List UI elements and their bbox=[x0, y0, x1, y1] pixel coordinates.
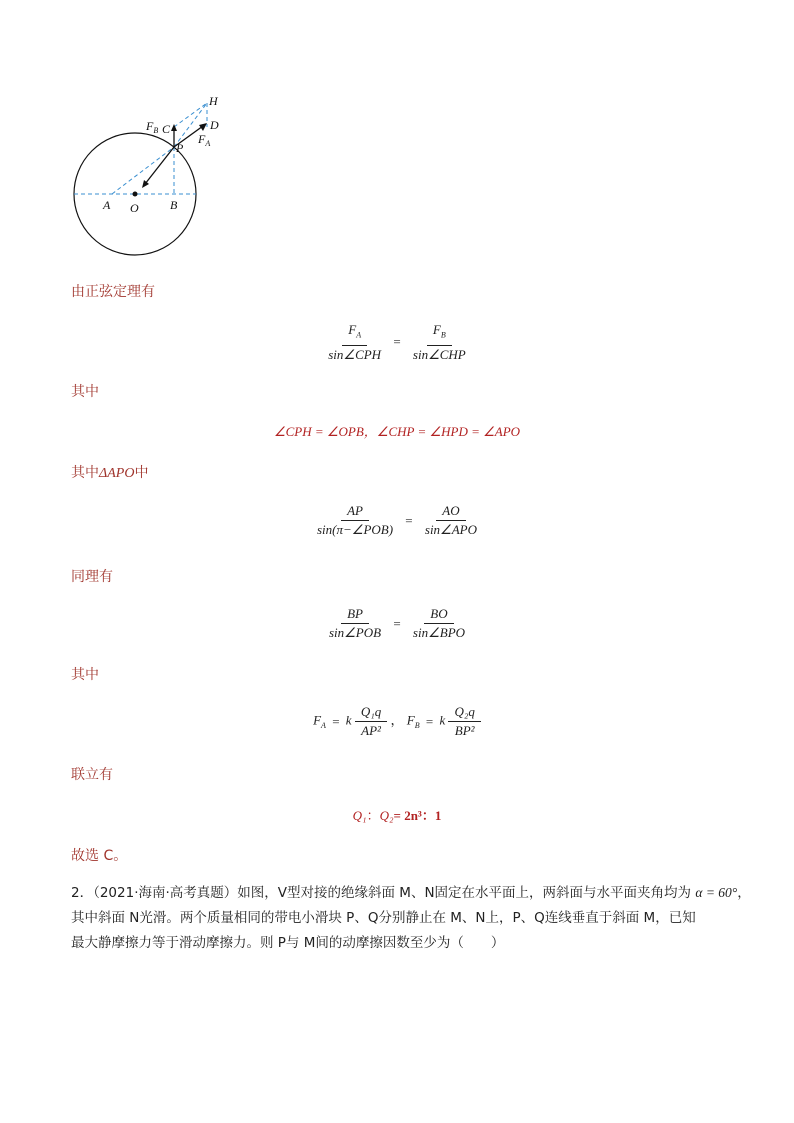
equation-triangle-BPO: $\frac{BP}{\text{sin∠POB}}$ = $\frac{BO}{\text{sin∠BPO}}$ bbox=[0, 606, 794, 641]
label-P: P bbox=[176, 141, 184, 155]
text-where-1: 其中 bbox=[71, 384, 99, 400]
label-FB: $F_B$ bbox=[146, 119, 159, 135]
circle-force-diagram bbox=[60, 85, 220, 265]
text-combine: 联立有 bbox=[71, 767, 113, 783]
fraction-Q2q: $\frac{\text{Q₂q}}{\text{BP²}}$ bbox=[448, 704, 480, 739]
arrow-PO bbox=[145, 147, 174, 184]
problem-2-line-3: 最大静摩擦力等于滑动摩擦力。则 P与 M间的动摩擦因数至少为（ ） bbox=[71, 935, 505, 951]
label-FA: $F_A$ bbox=[198, 132, 211, 148]
equation-coulomb: $F_A = k$ $\frac{\text{Q₁q}}{\text{AP²}}$ ， $F_B = k$ $\frac{\text{Q₂q}}{\text{BP²}}$ bbox=[0, 704, 794, 739]
text-sine-law: 由正弦定理有 bbox=[71, 284, 155, 300]
label-H: H bbox=[209, 94, 218, 108]
problem-2-line-1: 2．（2021·海南·高考真题）如图，V型对接的绝缘斜面 M、N固定在水平面上，两斜面与水平面夹角均为 α = 60°， bbox=[71, 885, 751, 901]
label-A: A bbox=[103, 198, 111, 212]
label-B: B bbox=[170, 198, 178, 212]
equation-angles: ∠CPH = ∠OPB，∠CHP = ∠HPD = ∠APO bbox=[273, 424, 521, 439]
fraction-FA: $\frac{F_A}{\text{sin∠CPH}}$ bbox=[328, 322, 382, 362]
text-where-triangle: 其中ΔAPO中 bbox=[71, 465, 149, 481]
equation-sine-law: $\frac{F_A}{\text{sin∠CPH}}$ = $\frac{F_B}{\text{sin∠CHP}}$ bbox=[0, 322, 794, 363]
label-D: D bbox=[210, 118, 219, 132]
fraction-BP: $\frac{BP}{\text{sin∠POB}}$ bbox=[328, 606, 382, 640]
text-similarly: 同理有 bbox=[71, 569, 113, 585]
label-O: O bbox=[130, 201, 139, 215]
fraction-AO: $\frac{AO}{\text{sin∠APO}}$ bbox=[424, 503, 477, 537]
arrow-FA-head bbox=[199, 123, 207, 131]
problem-2 bbox=[71, 880, 761, 956]
fraction-FB: $\frac{F_B}{\text{sin∠CHP}}$ bbox=[412, 322, 466, 362]
equation-result: Q₁：Q₂= 2n³：1 bbox=[352, 808, 442, 823]
text-answer: 故选 C。 bbox=[71, 848, 128, 864]
point-O bbox=[133, 192, 138, 197]
text-where-2: 其中 bbox=[71, 667, 99, 683]
fraction-BO: $\frac{BO}{\text{sin∠BPO}}$ bbox=[412, 606, 466, 640]
line-CH bbox=[174, 103, 207, 127]
equation-triangle-APO: $\frac{AP}{\text{sin(π−∠POB)}}$ = $\frac{AO}{\text{sin∠APO}}$ bbox=[0, 503, 794, 538]
label-C: C bbox=[162, 122, 171, 136]
problem-2-line-2: 其中斜面 N光滑。两个质量相同的带电小滑块 P、Q分别静止在 M、N上，P、Q连线垂直于斜面 M，已知 bbox=[71, 910, 696, 926]
fraction-AP: $\frac{AP}{\text{sin(π−∠POB)}}$ bbox=[317, 503, 394, 537]
fraction-Q1q: $\frac{\text{Q₁q}}{\text{AP²}}$ bbox=[355, 704, 387, 739]
